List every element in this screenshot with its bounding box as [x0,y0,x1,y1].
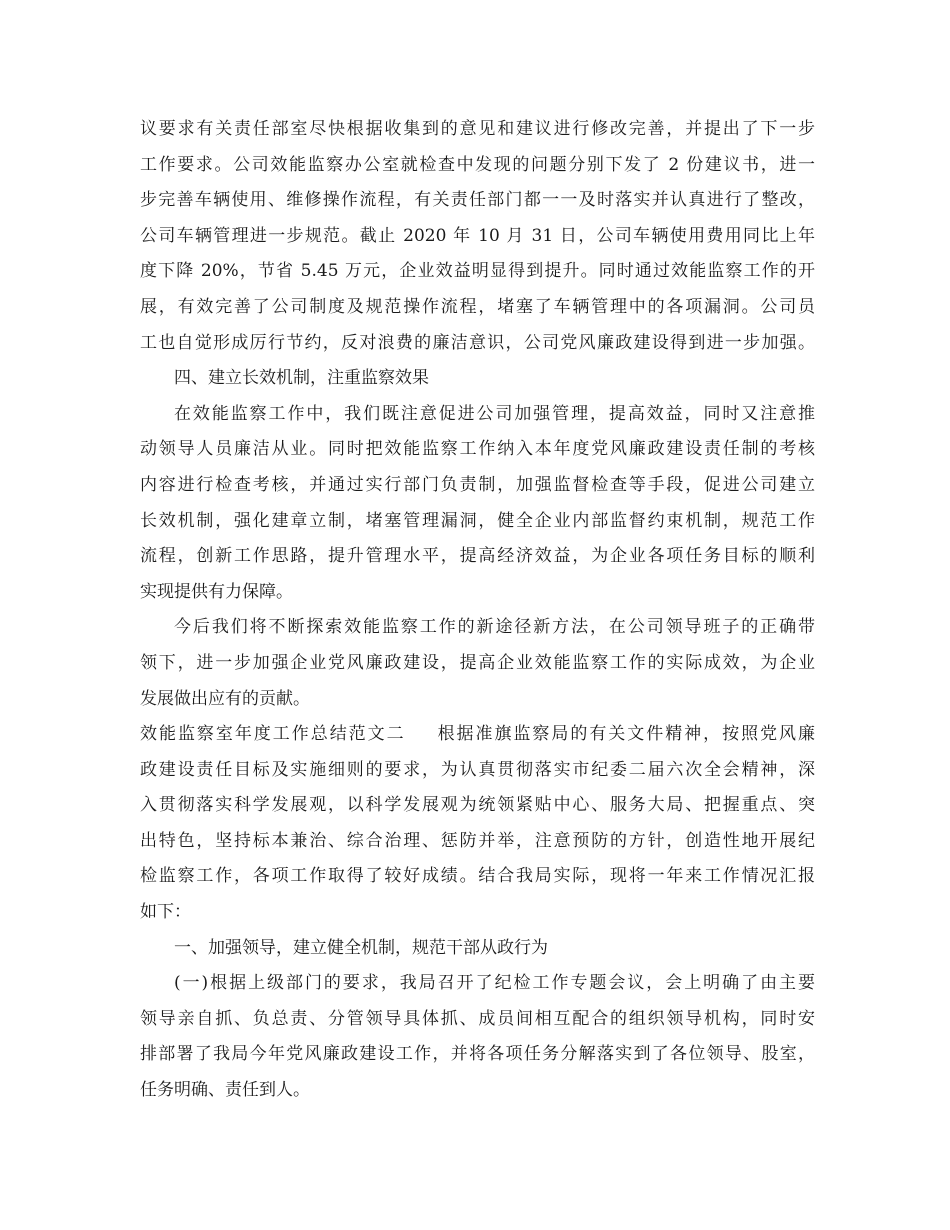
paragraph-line: 排部署了我局今年党风廉政建设工作，并将各项任务分解落实到了各位领导、股室， [140,1044,815,1065]
paragraph-line: 领导亲自抓、负总责、分管领导具体抓、成员间相互配合的组织领导机构，同时安 [140,1008,815,1029]
paragraph-line: 出特色，坚持标本兼治、综合治理、惩防并举，注意预防的方针，创造性地开展纪 [140,830,815,851]
paragraph-line: 公司车辆管理进一步规范。截止 2020 年 10 月 31 日，公司车辆使用费用同比上年 [140,225,815,246]
paragraph-line: 内容进行检查考核，并通过实行部门负责制，加强监督检查等手段，促进公司建立 [140,474,815,495]
paragraph-line: 步完善车辆使用、维修操作流程，有关责任部门都一一及时落实并认真进行了整改， [140,190,815,211]
paragraph-line: 议要求有关责任部室尽快根据收集到的意见和建议进行修改完善，并提出了下一步 [140,119,815,139]
paragraph-line: 长效机制，强化建章立制，堵塞管理漏洞，健全企业内部监督约束机制，规范工作 [140,510,815,531]
paragraph-text: 根据准旗监察局的有关文件精神，按照党风廉 [435,724,815,745]
paragraph-line: 检监察工作，各项工作取得了较好成绩。结合我局实际，现将一年来工作情况汇报 [140,866,815,887]
paragraph-line [140,717,815,753]
paragraph-line: 政建设责任目标及实施细则的要求，为认真贯彻落实市纪委二届六次全会精神，深 [140,759,815,780]
document-page [140,112,815,1109]
paragraph-line: 实现提供有力保障。 [140,581,293,602]
paragraph-line: 在效能监察工作中，我们既注意促进公司加强管理，提高效益，同时又注意推 [174,403,815,424]
paragraph-line: 展，有效完善了公司制度及规范操作流程，堵塞了车辆管理中的各项漏洞。公司员 [140,296,815,317]
paragraph-line: 度下降 20%，节省 5.45 万元，企业效益明显得到提升。同时通过效能监察工作的开 [140,261,815,282]
paragraph-line: 动领导人员廉洁从业。同时把效能监察工作纳入本年度党风廉政建设责任制的考核 [140,439,815,460]
paragraph-line: 发展做出应有的贡献。 [140,688,310,709]
paragraph-line: 今后我们将不断探索效能监察工作的新途径新方法，在公司领导班子的正确带 [174,617,815,638]
paragraph-line: 领下，进一步加强企业党风廉政建设，提高企业效能监察工作的实际成效，为企业 [140,652,815,673]
paragraph-line: 工也自觉形成厉行节约，反对浪费的廉洁意识，公司党风廉政建设得到进一步加强。 [140,332,815,353]
paragraph-line: 任务明确、责任到人。 [140,1080,310,1101]
paragraph-line: 工作要求。公司效能监察办公室就检查中发现的问题分别下发了 2 份建议书，进一 [140,154,815,175]
paragraph-line: (一)根据上级部门的要求，我局召开了纪检工作专题会议，会上明确了由主要 [174,973,815,994]
section-heading: 一、加强领导，建立健全机制，规范干部从政行为 [174,937,548,958]
document-subtitle: 效能监察室年度工作总结范文二 [140,724,406,745]
paragraph-line: 如下： [140,902,191,923]
section-heading: 四、建立长效机制，注重监察效果 [174,368,429,389]
paragraph-line: 入贯彻落实科学发展观，以科学发展观为统领紧贴中心、服务大局、把握重点、突 [140,795,815,816]
paragraph-line: 流程，创新工作思路，提升管理水平，提高经济效益，为企业各项任务目标的顺利 [140,546,815,567]
